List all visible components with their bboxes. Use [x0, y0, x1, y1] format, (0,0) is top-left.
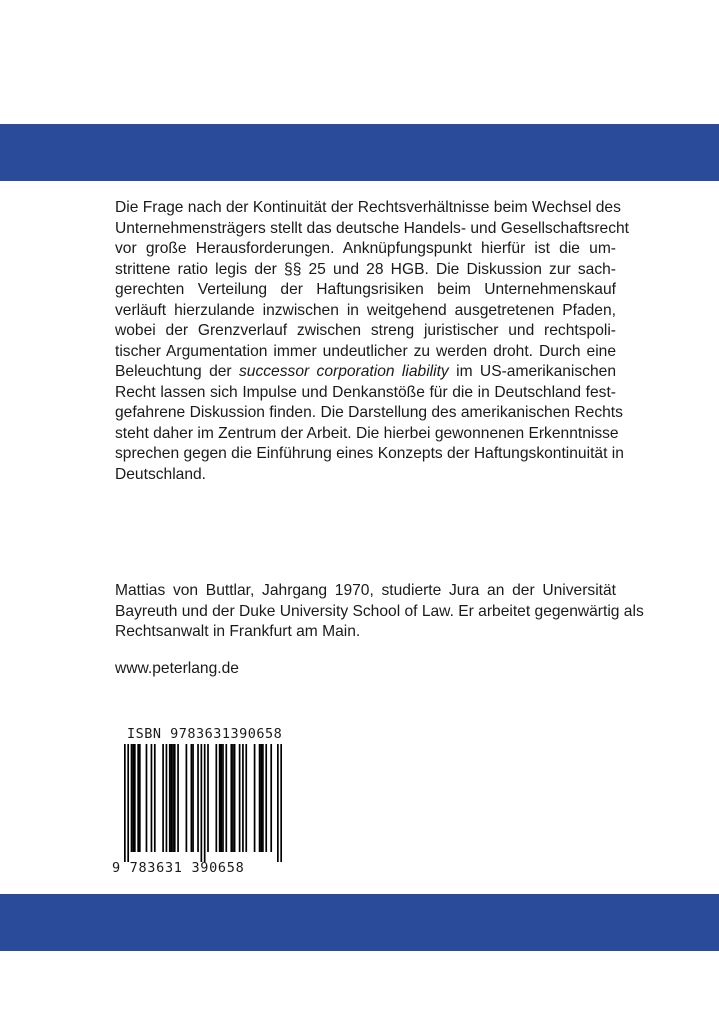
- barcode-bar: [201, 744, 203, 862]
- barcode-bar: [225, 744, 227, 852]
- barcode-bar: [242, 744, 244, 852]
- barcode-bar: [222, 744, 224, 852]
- barcode-bar: [177, 744, 179, 852]
- barcode-bar: [207, 744, 209, 852]
- barcode-bar: [137, 744, 139, 852]
- barcode-bar: [191, 744, 193, 852]
- barcode-bar: [151, 744, 153, 852]
- barcode-bar: [171, 744, 173, 852]
- publisher-website: www.peterlang.de: [115, 660, 239, 677]
- barcode-bar: [166, 744, 168, 852]
- bio-line: Mattias von Buttlar, Jahrgang 1970, studierte Jura an der Universität: [115, 582, 616, 599]
- abstract-line: tischer Argumentation immer undeutlicher zu werden droht. Durch eine: [115, 342, 616, 360]
- abstract-line: strittene ratio legis der §§ 25 und 28 HGB. Die Diskussion zur sach-: [115, 260, 616, 278]
- barcode-bar: [134, 744, 136, 852]
- barcode-bars: [124, 744, 282, 862]
- barcode-bar: [127, 744, 129, 862]
- bio-line: Rechtsanwalt in Frankfurt am Main.: [115, 623, 361, 640]
- barcode-bar: [197, 744, 199, 852]
- abstract-text: Beleuchtung der: [115, 363, 232, 380]
- barcode-bar: [124, 744, 126, 862]
- barcode-bar: [230, 744, 232, 852]
- top-color-band: [0, 124, 719, 181]
- abstract-line: verläuft hierzulande inzwischen in weitgehend ausgetretenen Pfaden,: [115, 301, 616, 319]
- bottom-color-band: [0, 894, 719, 951]
- barcode-bar: [154, 744, 156, 852]
- barcode-lead-digit: 9: [112, 860, 121, 876]
- barcode-bar: [162, 744, 164, 852]
- barcode-bar: [220, 744, 222, 852]
- barcode-bar: [277, 744, 279, 862]
- abstract-text: im US-amerikanischen: [456, 363, 616, 380]
- abstract-line: Unternehmensträgers stellt das deutsche Handels- und Gesellschaftsrecht: [115, 219, 629, 237]
- barcode-bar: [234, 744, 236, 852]
- barcode-bar: [262, 744, 264, 852]
- abstract-line: Die Frage nach der Kontinuität der Rechtsverhältnisse beim Wechsel des: [115, 199, 621, 216]
- barcode-bar: [259, 744, 261, 852]
- isbn-barcode: [112, 726, 282, 878]
- abstract-line: Recht lassen sich Impulse und Denkanstöße für die in Deutschland fest-: [115, 383, 616, 401]
- bio-line: Bayreuth und der Duke University School of Law. Er arbeitet gegenwärtig als: [115, 602, 644, 620]
- abstract-line: Deutschland.: [115, 465, 207, 483]
- barcode-bar: [204, 744, 206, 862]
- isbn-label: ISBN 9783631390658: [127, 726, 283, 742]
- barcode-bar: [186, 744, 188, 852]
- abstract-line: sprechen gegen die Einführung eines Konzepts der Haftungskontinuität in: [115, 445, 624, 462]
- barcode-bar: [254, 744, 256, 852]
- barcode-right-digits: 390658: [191, 860, 245, 876]
- book-abstract: [115, 198, 629, 485]
- author-bio: [115, 581, 644, 643]
- barcode-bar: [215, 744, 217, 852]
- barcode-left-digits: 783631: [129, 860, 183, 876]
- italic-term: successor corporation liability: [238, 363, 449, 380]
- barcode-bar: [265, 744, 267, 852]
- barcode-bar: [219, 744, 221, 852]
- abstract-line: wobei der Grenzverlauf zwischen streng juristischer und rechtspoli-: [115, 322, 616, 339]
- abstract-line: steht daher im Zentrum der Arbeit. Die hierbei gewonnenen Erkenntnisse: [115, 424, 619, 442]
- abstract-line-with-italic: [115, 362, 616, 383]
- barcode-bar: [232, 744, 234, 852]
- abstract-line: gefahrene Diskussion finden. Die Darstellung des amerikanischen Rechts: [115, 404, 623, 421]
- barcode-bar: [280, 744, 282, 862]
- barcode-bar: [192, 744, 194, 852]
- barcode-bar: [239, 744, 241, 852]
- abstract-line: vor große Herausforderungen. Anknüpfungspunkt hierfür ist die um-: [115, 240, 616, 257]
- barcode-bar: [270, 744, 272, 852]
- barcode-bar: [172, 744, 174, 852]
- barcode-bar: [260, 744, 262, 852]
- barcode-bar: [132, 744, 134, 852]
- barcode-bar: [169, 744, 171, 852]
- abstract-line: gerechten Verteilung der Haftungsrisiken beim Unternehmenskauf: [115, 281, 616, 298]
- barcode-bar: [146, 744, 148, 852]
- barcode-bar: [174, 744, 176, 852]
- barcode-digits: [112, 860, 244, 876]
- barcode-bar: [245, 744, 247, 852]
- barcode-bar: [131, 744, 133, 852]
- barcode-bar: [139, 744, 141, 852]
